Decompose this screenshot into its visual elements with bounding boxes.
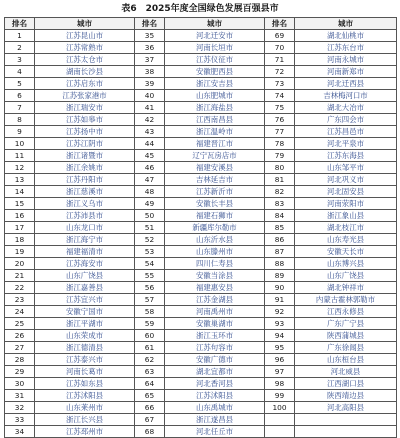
table-row	[5, 102, 397, 114]
table-row	[5, 426, 397, 438]
table-row	[5, 222, 397, 234]
city-cell: 安徽当涂县	[165, 270, 265, 282]
city-cell: 浙江象山县	[295, 210, 397, 222]
rank-cell: 40	[135, 90, 165, 102]
city-cell: 山东广饶县	[35, 270, 135, 282]
rank-cell: 95	[265, 342, 295, 354]
rank-cell: 8	[5, 114, 35, 126]
rank-cell: 60	[135, 330, 165, 342]
rank-cell: 72	[265, 66, 295, 78]
city-cell: 吉林延吉市	[165, 174, 265, 186]
rank-cell: 35	[135, 30, 165, 42]
city-cell: 湖北钟祥市	[295, 282, 397, 294]
city-cell: 浙江义乌市	[35, 198, 135, 210]
city-cell: 广东广宁县	[295, 318, 397, 330]
city-cell: 安徽巢湖市	[165, 318, 265, 330]
city-cell: 浙江平湖市	[35, 318, 135, 330]
ranking-table	[4, 17, 397, 438]
table-row	[5, 174, 397, 186]
city-cell: 江苏金湖县	[165, 294, 265, 306]
city-cell: 浙江德清县	[35, 342, 135, 354]
city-cell: 江苏太仓市	[35, 54, 135, 66]
table-row	[5, 42, 397, 54]
city-cell: 山东博兴县	[295, 258, 397, 270]
city-cell: 山东滕州市	[165, 246, 265, 258]
city-cell: 安徽广德市	[165, 354, 265, 366]
rank-cell: 50	[135, 210, 165, 222]
city-cell: 浙江余姚市	[35, 162, 135, 174]
rank-cell: 11	[5, 150, 35, 162]
rank-cell: 30	[5, 378, 35, 390]
table-row	[5, 258, 397, 270]
city-cell: 湖北宜都市	[165, 366, 265, 378]
rank-cell: 10	[5, 138, 35, 150]
rank-cell: 34	[5, 426, 35, 438]
table-row	[5, 366, 397, 378]
rank-cell: 59	[135, 318, 165, 330]
city-cell: 浙江海盐县	[165, 102, 265, 114]
rank-cell: 77	[265, 126, 295, 138]
city-cell: 山东荣成市	[35, 330, 135, 342]
column-header-city: 城市	[35, 18, 135, 30]
table-row	[5, 234, 397, 246]
rank-cell: 49	[135, 198, 165, 210]
rank-cell: 4	[5, 66, 35, 78]
city-cell: 河北任丘市	[165, 426, 265, 438]
city-cell: 河南永城市	[295, 54, 397, 66]
rank-cell: 86	[265, 234, 295, 246]
rank-cell: 91	[265, 294, 295, 306]
column-header-rank: 排名	[265, 18, 295, 30]
city-cell: 安徽肥西县	[165, 66, 265, 78]
table-row	[5, 126, 397, 138]
city-cell: 江苏东台市	[295, 42, 397, 54]
rank-cell: 17	[5, 222, 35, 234]
column-header-city: 城市	[295, 18, 397, 30]
city-cell	[295, 414, 397, 426]
rank-cell: 88	[265, 258, 295, 270]
rank-cell: 3	[5, 54, 35, 66]
city-cell: 江苏张家港市	[35, 90, 135, 102]
rank-cell: 65	[135, 390, 165, 402]
city-cell: 江苏常熟市	[35, 42, 135, 54]
city-cell: 河北高阳县	[295, 402, 397, 414]
city-cell: 内蒙古霍林郭勒市	[295, 294, 397, 306]
rank-cell: 38	[135, 66, 165, 78]
table-row	[5, 390, 397, 402]
rank-cell: 26	[5, 330, 35, 342]
city-cell: 江西南昌县	[165, 114, 265, 126]
rank-cell: 28	[5, 354, 35, 366]
table-row	[5, 354, 397, 366]
rank-cell: 52	[135, 234, 165, 246]
city-cell: 安徽天长市	[295, 246, 397, 258]
rank-cell: 18	[5, 234, 35, 246]
rank-cell: 99	[265, 390, 295, 402]
rank-cell: 58	[135, 306, 165, 318]
rank-cell: 44	[135, 138, 165, 150]
table-caption: 表6 2025年度全国绿色发展百强县市	[121, 4, 279, 14]
table-row	[5, 162, 397, 174]
rank-cell: 83	[265, 198, 295, 210]
rank-cell: 46	[135, 162, 165, 174]
rank-cell: 87	[265, 246, 295, 258]
header-row	[5, 18, 397, 30]
city-cell: 四川仁寿县	[165, 258, 265, 270]
rank-cell: 93	[265, 318, 295, 330]
city-cell: 辽宁瓦房店市	[165, 150, 265, 162]
city-cell: 河北香河县	[165, 378, 265, 390]
rank-cell: 24	[5, 306, 35, 318]
city-cell: 河北威县	[295, 366, 397, 378]
city-cell: 江苏启东市	[35, 78, 135, 90]
city-cell: 江苏昆山市	[35, 30, 135, 42]
city-cell: 江苏沭阳县	[165, 390, 265, 402]
rank-cell: 67	[135, 414, 165, 426]
rank-cell: 66	[135, 402, 165, 414]
rank-cell: 54	[135, 258, 165, 270]
city-cell: 江苏江阴市	[35, 138, 135, 150]
city-cell: 浙江嘉善县	[35, 282, 135, 294]
table-row	[5, 198, 397, 210]
column-header-rank: 排名	[135, 18, 165, 30]
rank-cell: 7	[5, 102, 35, 114]
city-cell: 湖北大冶市	[295, 102, 397, 114]
rank-cell: 5	[5, 78, 35, 90]
city-cell: 江苏句容市	[165, 342, 265, 354]
city-cell: 江苏沛县市	[35, 210, 135, 222]
table-row	[5, 138, 397, 150]
rank-cell: 71	[265, 54, 295, 66]
rank-cell: 55	[135, 270, 165, 282]
table-row	[5, 246, 397, 258]
city-cell: 河北巩义市	[295, 174, 397, 186]
city-cell: 浙江海宁市	[35, 234, 135, 246]
city-cell: 福建安溪县	[165, 162, 265, 174]
city-cell: 河南长垣市	[165, 42, 265, 54]
column-header-rank: 排名	[5, 18, 35, 30]
rank-cell: 39	[135, 78, 165, 90]
rank-cell: 37	[135, 54, 165, 66]
rank-cell: 25	[5, 318, 35, 330]
rank-cell: 16	[5, 210, 35, 222]
city-cell: 浙江安吉县	[165, 78, 265, 90]
city-cell: 江苏如皋市	[35, 114, 135, 126]
table-row	[5, 414, 397, 426]
city-cell: 江苏扬中市	[35, 126, 135, 138]
table-row	[5, 150, 397, 162]
rank-cell: 48	[135, 186, 165, 198]
table-row	[5, 402, 397, 414]
city-cell: 浙江长兴县	[35, 414, 135, 426]
rank-cell: 85	[265, 222, 295, 234]
rank-cell: 75	[265, 102, 295, 114]
rank-cell: 31	[5, 390, 35, 402]
rank-cell: 43	[135, 126, 165, 138]
table-row	[5, 306, 397, 318]
rank-cell: 92	[265, 306, 295, 318]
city-cell: 湖北仙桃市	[295, 30, 397, 42]
city-cell: 福建石狮市	[165, 210, 265, 222]
rank-cell: 74	[265, 90, 295, 102]
city-cell: 安徽长丰县	[165, 198, 265, 210]
rank-cell: 21	[5, 270, 35, 282]
table-row	[5, 210, 397, 222]
city-cell: 江苏仪征市	[165, 54, 265, 66]
city-cell: 河南禹州市	[165, 306, 265, 318]
city-cell: 浙江玉环市	[165, 330, 265, 342]
city-cell: 山东桓台县	[295, 354, 397, 366]
city-cell: 江苏沭阳县	[35, 390, 135, 402]
city-cell: 安徽宁国市	[35, 306, 135, 318]
city-cell: 江西永修县	[295, 306, 397, 318]
city-cell: 江苏如东县	[35, 378, 135, 390]
rank-cell: 96	[265, 354, 295, 366]
rank-cell: 57	[135, 294, 165, 306]
rank-cell: 76	[265, 114, 295, 126]
rank-cell: 23	[5, 294, 35, 306]
rank-cell	[265, 426, 295, 438]
rank-cell: 15	[5, 198, 35, 210]
city-cell: 河南新郑市	[295, 66, 397, 78]
city-cell: 江苏泰兴市	[35, 354, 135, 366]
rank-cell: 29	[5, 366, 35, 378]
rank-cell: 19	[5, 246, 35, 258]
rank-cell: 94	[265, 330, 295, 342]
rank-cell: 100	[265, 402, 295, 414]
table-row	[5, 90, 397, 102]
city-cell: 陕西靖边县	[295, 390, 397, 402]
table-row	[5, 318, 397, 330]
city-cell: 浙江瑞安市	[35, 102, 135, 114]
rank-cell: 45	[135, 150, 165, 162]
rank-cell: 20	[5, 258, 35, 270]
rank-cell: 78	[265, 138, 295, 150]
rank-cell: 51	[135, 222, 165, 234]
table-row	[5, 54, 397, 66]
rank-cell: 70	[265, 42, 295, 54]
rank-cell: 14	[5, 186, 35, 198]
rank-cell: 89	[265, 270, 295, 282]
city-cell: 河北平泉市	[295, 138, 397, 150]
table-row	[5, 30, 397, 42]
city-cell: 山东邹平市	[295, 162, 397, 174]
column-header-city: 城市	[165, 18, 265, 30]
table-row	[5, 66, 397, 78]
city-cell: 河南长葛市	[35, 366, 135, 378]
city-cell: 河北迁西县	[295, 78, 397, 90]
city-cell: 江西湖口县	[295, 378, 397, 390]
city-cell: 山东龙口市	[35, 222, 135, 234]
table-body	[5, 18, 397, 438]
rank-cell: 69	[265, 30, 295, 42]
rank-cell	[265, 414, 295, 426]
city-cell: 湖南长沙县	[35, 66, 135, 78]
table-row	[5, 342, 397, 354]
city-cell: 江苏昌邑市	[295, 126, 397, 138]
table-row	[5, 270, 397, 282]
table-row	[5, 378, 397, 390]
rank-cell: 81	[265, 174, 295, 186]
table-row	[5, 114, 397, 126]
rank-cell: 32	[5, 402, 35, 414]
rank-cell: 90	[265, 282, 295, 294]
rank-cell: 98	[265, 378, 295, 390]
rank-cell: 1	[5, 30, 35, 42]
city-cell: 浙江温岭市	[165, 126, 265, 138]
rank-cell: 9	[5, 126, 35, 138]
rank-cell: 36	[135, 42, 165, 54]
city-cell: 福建晋江市	[165, 138, 265, 150]
city-cell: 河北迁安市	[165, 30, 265, 42]
rank-cell: 63	[135, 366, 165, 378]
rank-cell: 82	[265, 186, 295, 198]
city-cell: 广东四会市	[295, 114, 397, 126]
rank-cell: 84	[265, 210, 295, 222]
city-cell: 浙江遂昌县	[165, 414, 265, 426]
rank-cell: 97	[265, 366, 295, 378]
rank-cell: 56	[135, 282, 165, 294]
city-cell: 河北固安县	[295, 186, 397, 198]
rank-cell: 79	[265, 150, 295, 162]
city-cell: 山东肥城市	[165, 90, 265, 102]
rank-cell: 33	[5, 414, 35, 426]
rank-cell: 2	[5, 42, 35, 54]
rank-cell: 62	[135, 354, 165, 366]
table-row	[5, 294, 397, 306]
city-cell: 福建惠安县	[165, 282, 265, 294]
city-cell: 吉林梅河口市	[295, 90, 397, 102]
city-cell: 浙江慈溪市	[35, 186, 135, 198]
rank-cell: 61	[135, 342, 165, 354]
rank-cell: 80	[265, 162, 295, 174]
rank-cell: 68	[135, 426, 165, 438]
table-row	[5, 282, 397, 294]
rank-cell: 41	[135, 102, 165, 114]
city-cell: 浙江诸暨市	[35, 150, 135, 162]
table-row	[5, 78, 397, 90]
city-cell: 山东寿光县	[295, 234, 397, 246]
city-cell: 江苏东海县	[295, 150, 397, 162]
city-cell: 山东莱州市	[35, 402, 135, 414]
city-cell: 新疆库尔勒市	[165, 222, 265, 234]
city-cell: 江苏新沂市	[165, 186, 265, 198]
city-cell: 河南荥阳市	[295, 198, 397, 210]
city-cell: 山东广饶县	[295, 270, 397, 282]
city-cell: 江苏海安市	[35, 258, 135, 270]
city-cell: 山东沂水县	[165, 234, 265, 246]
city-cell: 江苏丹阳市	[35, 174, 135, 186]
city-cell	[295, 426, 397, 438]
city-cell: 湖北枝江市	[295, 222, 397, 234]
city-cell: 江苏宜兴市	[35, 294, 135, 306]
city-cell: 山东禹城市	[165, 402, 265, 414]
rank-cell: 42	[135, 114, 165, 126]
rank-cell: 27	[5, 342, 35, 354]
table-row	[5, 186, 397, 198]
city-cell: 陕西蒲城县	[295, 330, 397, 342]
rank-cell: 64	[135, 378, 165, 390]
rank-cell: 73	[265, 78, 295, 90]
city-cell: 福建福清市	[35, 246, 135, 258]
rank-cell: 47	[135, 174, 165, 186]
city-cell: 江苏邳州市	[35, 426, 135, 438]
rank-cell: 22	[5, 282, 35, 294]
rank-cell: 6	[5, 90, 35, 102]
rank-cell: 13	[5, 174, 35, 186]
city-cell: 广东徐闻县	[295, 342, 397, 354]
rank-cell: 53	[135, 246, 165, 258]
table-row	[5, 330, 397, 342]
rank-cell: 12	[5, 162, 35, 174]
